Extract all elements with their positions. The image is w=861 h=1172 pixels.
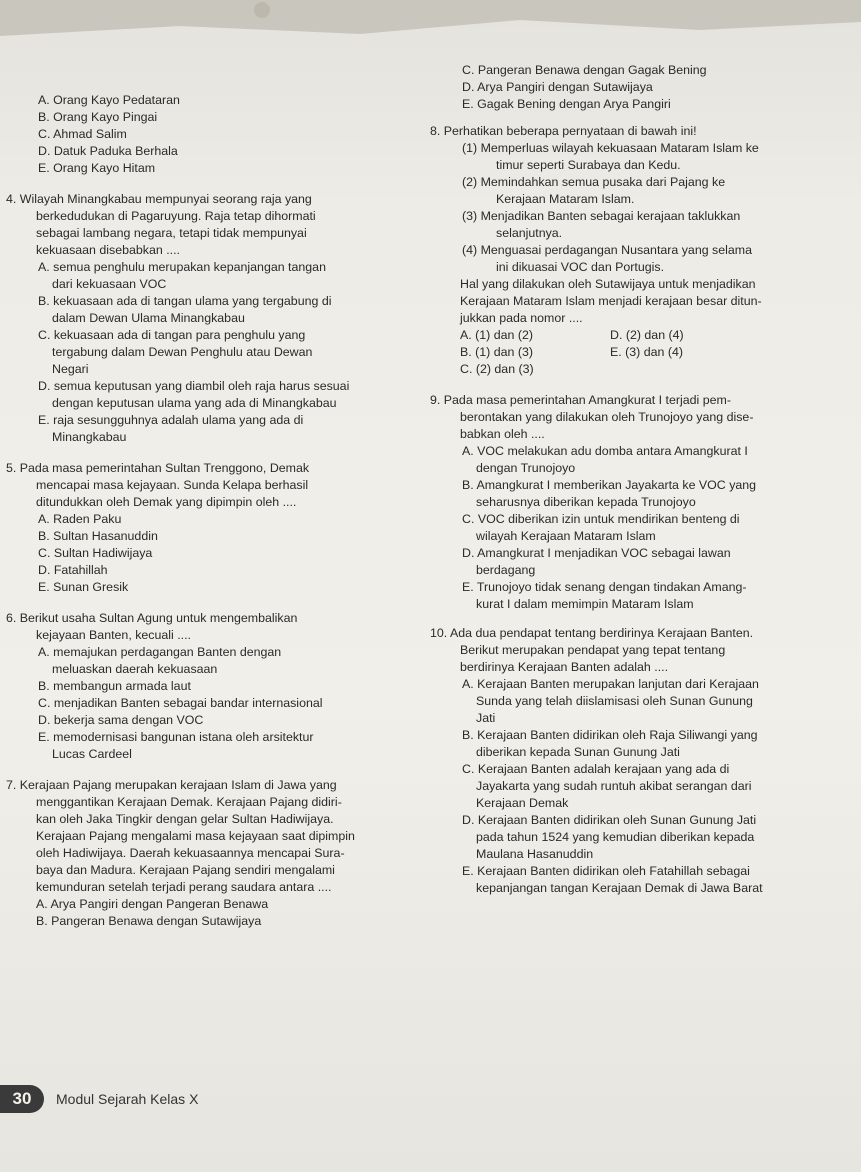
q8-option-d: D. (2) dan (4)	[610, 328, 684, 342]
q4-option-b-cont: dalam Dewan Ulama Minangkabau	[52, 311, 245, 325]
q3-option-e: E. Orang Kayo Hitam	[38, 161, 156, 175]
q8-item-3-cont: selanjutnya.	[496, 226, 563, 240]
q7-option-e: E. Gagak Bening dengan Arya Pangiri	[462, 97, 671, 111]
q10-option-d-cont2: Maulana Hasanuddin	[476, 847, 594, 861]
q5-option-d: D. Fatahillah	[38, 563, 108, 577]
q6-stem-2: kejayaan Banten, kecuali ....	[36, 628, 191, 642]
q10-option-d-cont1: pada tahun 1524 yang kemudian diberikan kepada	[476, 830, 755, 844]
q5-stem-3: ditundukkan oleh Demak yang dipimpin oleh ....	[36, 495, 297, 509]
q9-option-e: E. Trunojoyo tidak senang dengan tindakan Amang-	[462, 580, 747, 594]
left-column	[6, 92, 414, 930]
q8-item-4: (4) Menguasai perdagangan Nusantara yang selama	[462, 243, 752, 257]
q5-option-c: C. Sultan Hadiwijaya	[38, 546, 153, 560]
q10-option-c-cont2: Kerajaan Demak	[476, 796, 569, 810]
q5-option-b: B. Sultan Hasanuddin	[38, 529, 158, 543]
q7-stem-4: Kerajaan Pajang mengalami masa kejayaan saat dipimpin	[36, 829, 355, 843]
q7-option-b: B. Pangeran Benawa dengan Sutawijaya	[36, 914, 262, 928]
q6-option-c: C. menjadikan Banten sebagai bandar internasional	[38, 696, 323, 710]
question-6	[6, 610, 414, 763]
q6-option-a-cont: meluaskan daerah kekuasaan	[52, 662, 218, 676]
q10-stem-3: berdirinya Kerajaan Banten adalah ....	[460, 660, 669, 674]
q7-stem-2: menggantikan Kerajaan Demak. Kerajaan Pajang didiri-	[36, 795, 342, 809]
q5-stem-1: 5. Pada masa pemerintahan Sultan Trenggono, Demak	[6, 461, 310, 475]
q10-option-b: B. Kerajaan Banten didirikan oleh Raja Siliwangi yang	[462, 728, 758, 742]
q7-option-c: C. Pangeran Benawa dengan Gagak Bening	[462, 63, 707, 77]
q8-item-4-cont: ini dikuasai VOC dan Portugis.	[496, 260, 665, 274]
q7-option-d: D. Arya Pangiri dengan Sutawijaya	[462, 80, 653, 94]
q3-option-b: B. Orang Kayo Pingai	[38, 110, 158, 124]
q7-stem-6: baya dan Madura. Kerajaan Pajang sendiri mengalami	[36, 863, 335, 877]
q8-item-3: (3) Menjadikan Banten sebagai kerajaan taklukkan	[462, 209, 741, 223]
q10-stem-1: 10. Ada dua pendapat tentang berdirinya Kerajaan Banten.	[430, 626, 754, 640]
q3-option-d: D. Datuk Paduka Berhala	[38, 144, 178, 158]
q5-option-e: E. Sunan Gresik	[38, 580, 129, 594]
q10-option-a: A. Kerajaan Banten merupakan lanjutan dari Kerajaan	[462, 677, 759, 691]
q9-option-b: B. Amangkurat I memberikan Jayakarta ke VOC yang	[462, 478, 757, 492]
q9-option-a-cont: dengan Trunojoyo	[476, 461, 576, 475]
q10-option-a-cont2: Jati	[476, 711, 496, 725]
q8-item-1: (1) Memperluas wilayah kekuasaan Mataram Islam ke	[462, 141, 759, 155]
q4-stem-2: berkedudukan di Pagaruyung. Raja tetap dihormati	[36, 209, 316, 223]
q3-option-a: A. Orang Kayo Pedataran	[38, 93, 180, 107]
q8-option-e: E. (3) dan (4)	[610, 345, 683, 359]
page-footer	[0, 1085, 198, 1113]
q9-option-c-cont: wilayah Kerajaan Mataram Islam	[476, 529, 656, 543]
q8-option-b: B. (1) dan (3)	[460, 345, 533, 359]
right-column	[430, 62, 850, 897]
q6-option-b: B. membangun armada laut	[38, 679, 191, 693]
q4-stem-4: kekuasaan disebabkan ....	[36, 243, 180, 257]
q3-option-c: C. Ahmad Salim	[38, 127, 127, 141]
q9-option-d-cont: berdagang	[476, 563, 536, 577]
q8-item-2-cont: Kerajaan Mataram Islam.	[496, 192, 635, 206]
q9-option-a: A. VOC melakukan adu domba antara Amangkurat I	[462, 444, 748, 458]
question-7	[6, 777, 414, 930]
q6-option-d: D. bekerja sama dengan VOC	[38, 713, 204, 727]
q4-option-d: D. semua keputusan yang diambil oleh raja harus sesuai	[38, 379, 350, 393]
page-number: 30	[0, 1085, 44, 1113]
question-10	[430, 625, 850, 897]
q5-stem-2: mencapai masa kejayaan. Sunda Kelapa berhasil	[36, 478, 309, 492]
q10-option-a-cont1: Sunda yang telah diislamisasi oleh Sunan Gunung	[476, 694, 753, 708]
q4-option-c-cont1: tergabung dalam Dewan Penghulu atau Dewan	[52, 345, 313, 359]
q9-option-c: C. VOC diberikan izin untuk mendirikan benteng di	[462, 512, 740, 526]
q4-option-e-cont: Minangkabau	[52, 430, 127, 444]
q4-stem-1: 4. Wilayah Minangkabau mempunyai seorang raja yang	[6, 192, 312, 206]
q5-option-a: A. Raden Paku	[38, 512, 122, 526]
q10-option-e: E. Kerajaan Banten didirikan oleh Fatahillah sebagai	[462, 864, 750, 878]
q8-stem: 8. Perhatikan beberapa pernyataan di bawah ini!	[430, 124, 697, 138]
q8-options-row-3	[430, 361, 850, 378]
q8-question-2: Kerajaan Mataram Islam menjadi kerajaan besar ditun-	[460, 294, 762, 308]
torn-top-edge	[0, 0, 861, 60]
question-5	[6, 460, 414, 596]
question-8	[430, 123, 850, 378]
q9-option-b-cont: seharusnya diberikan kepada Trunojoyo	[476, 495, 696, 509]
q6-stem-1: 6. Berikut usaha Sultan Agung untuk mengembalikan	[6, 611, 298, 625]
q4-option-c: C. kekuasaan ada di tangan para penghulu yang	[38, 328, 306, 342]
question-9	[430, 392, 850, 613]
q8-option-a: A. (1) dan (2)	[460, 328, 533, 342]
q8-options-row-2	[430, 344, 850, 361]
q10-stem-2: Berikut merupakan pendapat yang tepat tentang	[460, 643, 726, 657]
q8-item-2: (2) Memindahkan semua pusaka dari Pajang ke	[462, 175, 726, 189]
q10-option-c: C. Kerajaan Banten adalah kerajaan yang ada di	[462, 762, 730, 776]
q8-question-3: jukkan pada nomor ....	[460, 311, 583, 325]
q7-option-a: A. Arya Pangiri dengan Pangeran Benawa	[36, 897, 269, 911]
q7-stem-1: 7. Kerajaan Pajang merupakan kerajaan Islam di Jawa yang	[6, 778, 337, 792]
q6-option-a: A. memajukan perdagangan Banten dengan	[38, 645, 282, 659]
q6-option-e: E. memodernisasi bangunan istana oleh arsitektur	[38, 730, 314, 744]
q9-stem-1: 9. Pada masa pemerintahan Amangkurat I terjadi pem-	[430, 393, 731, 407]
q7-stem-3: kan oleh Jaka Tingkir dengan gelar Sultan Hadiwijaya.	[36, 812, 334, 826]
q4-option-a: A. semua penghulu merupakan kepanjangan tangan	[38, 260, 326, 274]
q4-option-e: E. raja sesungguhnya adalah ulama yang ada di	[38, 413, 304, 427]
module-title: Modul Sejarah Kelas X	[56, 1091, 199, 1107]
q8-option-c: C. (2) dan (3)	[460, 362, 534, 376]
q10-option-b-cont: diberikan kepada Sunan Gunung Jati	[476, 745, 680, 759]
q4-option-c-cont2: Negari	[52, 362, 89, 376]
q9-stem-2: berontakan yang dilakukan oleh Trunojoyo yang dise-	[460, 410, 754, 424]
q10-option-e-cont: kepanjangan tangan Kerajaan Demak di Jawa Barat	[476, 881, 763, 895]
q7-stem-7: kemunduran setelah terjadi perang saudara antara ....	[36, 880, 332, 894]
q10-option-d: D. Kerajaan Banten didirikan oleh Sunan Gunung Jati	[462, 813, 757, 827]
q7-more-options	[430, 62, 850, 113]
question-4	[6, 191, 414, 446]
q10-option-c-cont1: Jayakarta yang sudah runtuh akibat serangan dari	[476, 779, 752, 793]
q7-stem-5: oleh Hadiwijaya. Daerah kekuasaannya mencapai Sura-	[36, 846, 345, 860]
q9-stem-3: babkan oleh ....	[460, 427, 545, 441]
q8-item-1-cont: timur seperti Surabaya dan Kedu.	[496, 158, 681, 172]
q6-option-e-cont: Lucas Cardeel	[52, 747, 132, 761]
q4-option-d-cont: dengan keputusan ulama yang ada di Minangkabau	[52, 396, 337, 410]
q4-stem-3: sebagai lambang negara, tetapi tidak mempunyai	[36, 226, 307, 240]
q4-option-b: B. kekuasaan ada di tangan ulama yang tergabung di	[38, 294, 332, 308]
q4-option-a-cont: dari kekuasaan VOC	[52, 277, 167, 291]
q9-option-d: D. Amangkurat I menjadikan VOC sebagai lawan	[462, 546, 731, 560]
q8-options-row-1	[430, 327, 850, 344]
q3-options	[6, 92, 414, 177]
q9-option-e-cont: kurat I dalam memimpin Mataram Islam	[476, 597, 694, 611]
q8-question-1: Hal yang dilakukan oleh Sutawijaya untuk menjadikan	[460, 277, 756, 291]
